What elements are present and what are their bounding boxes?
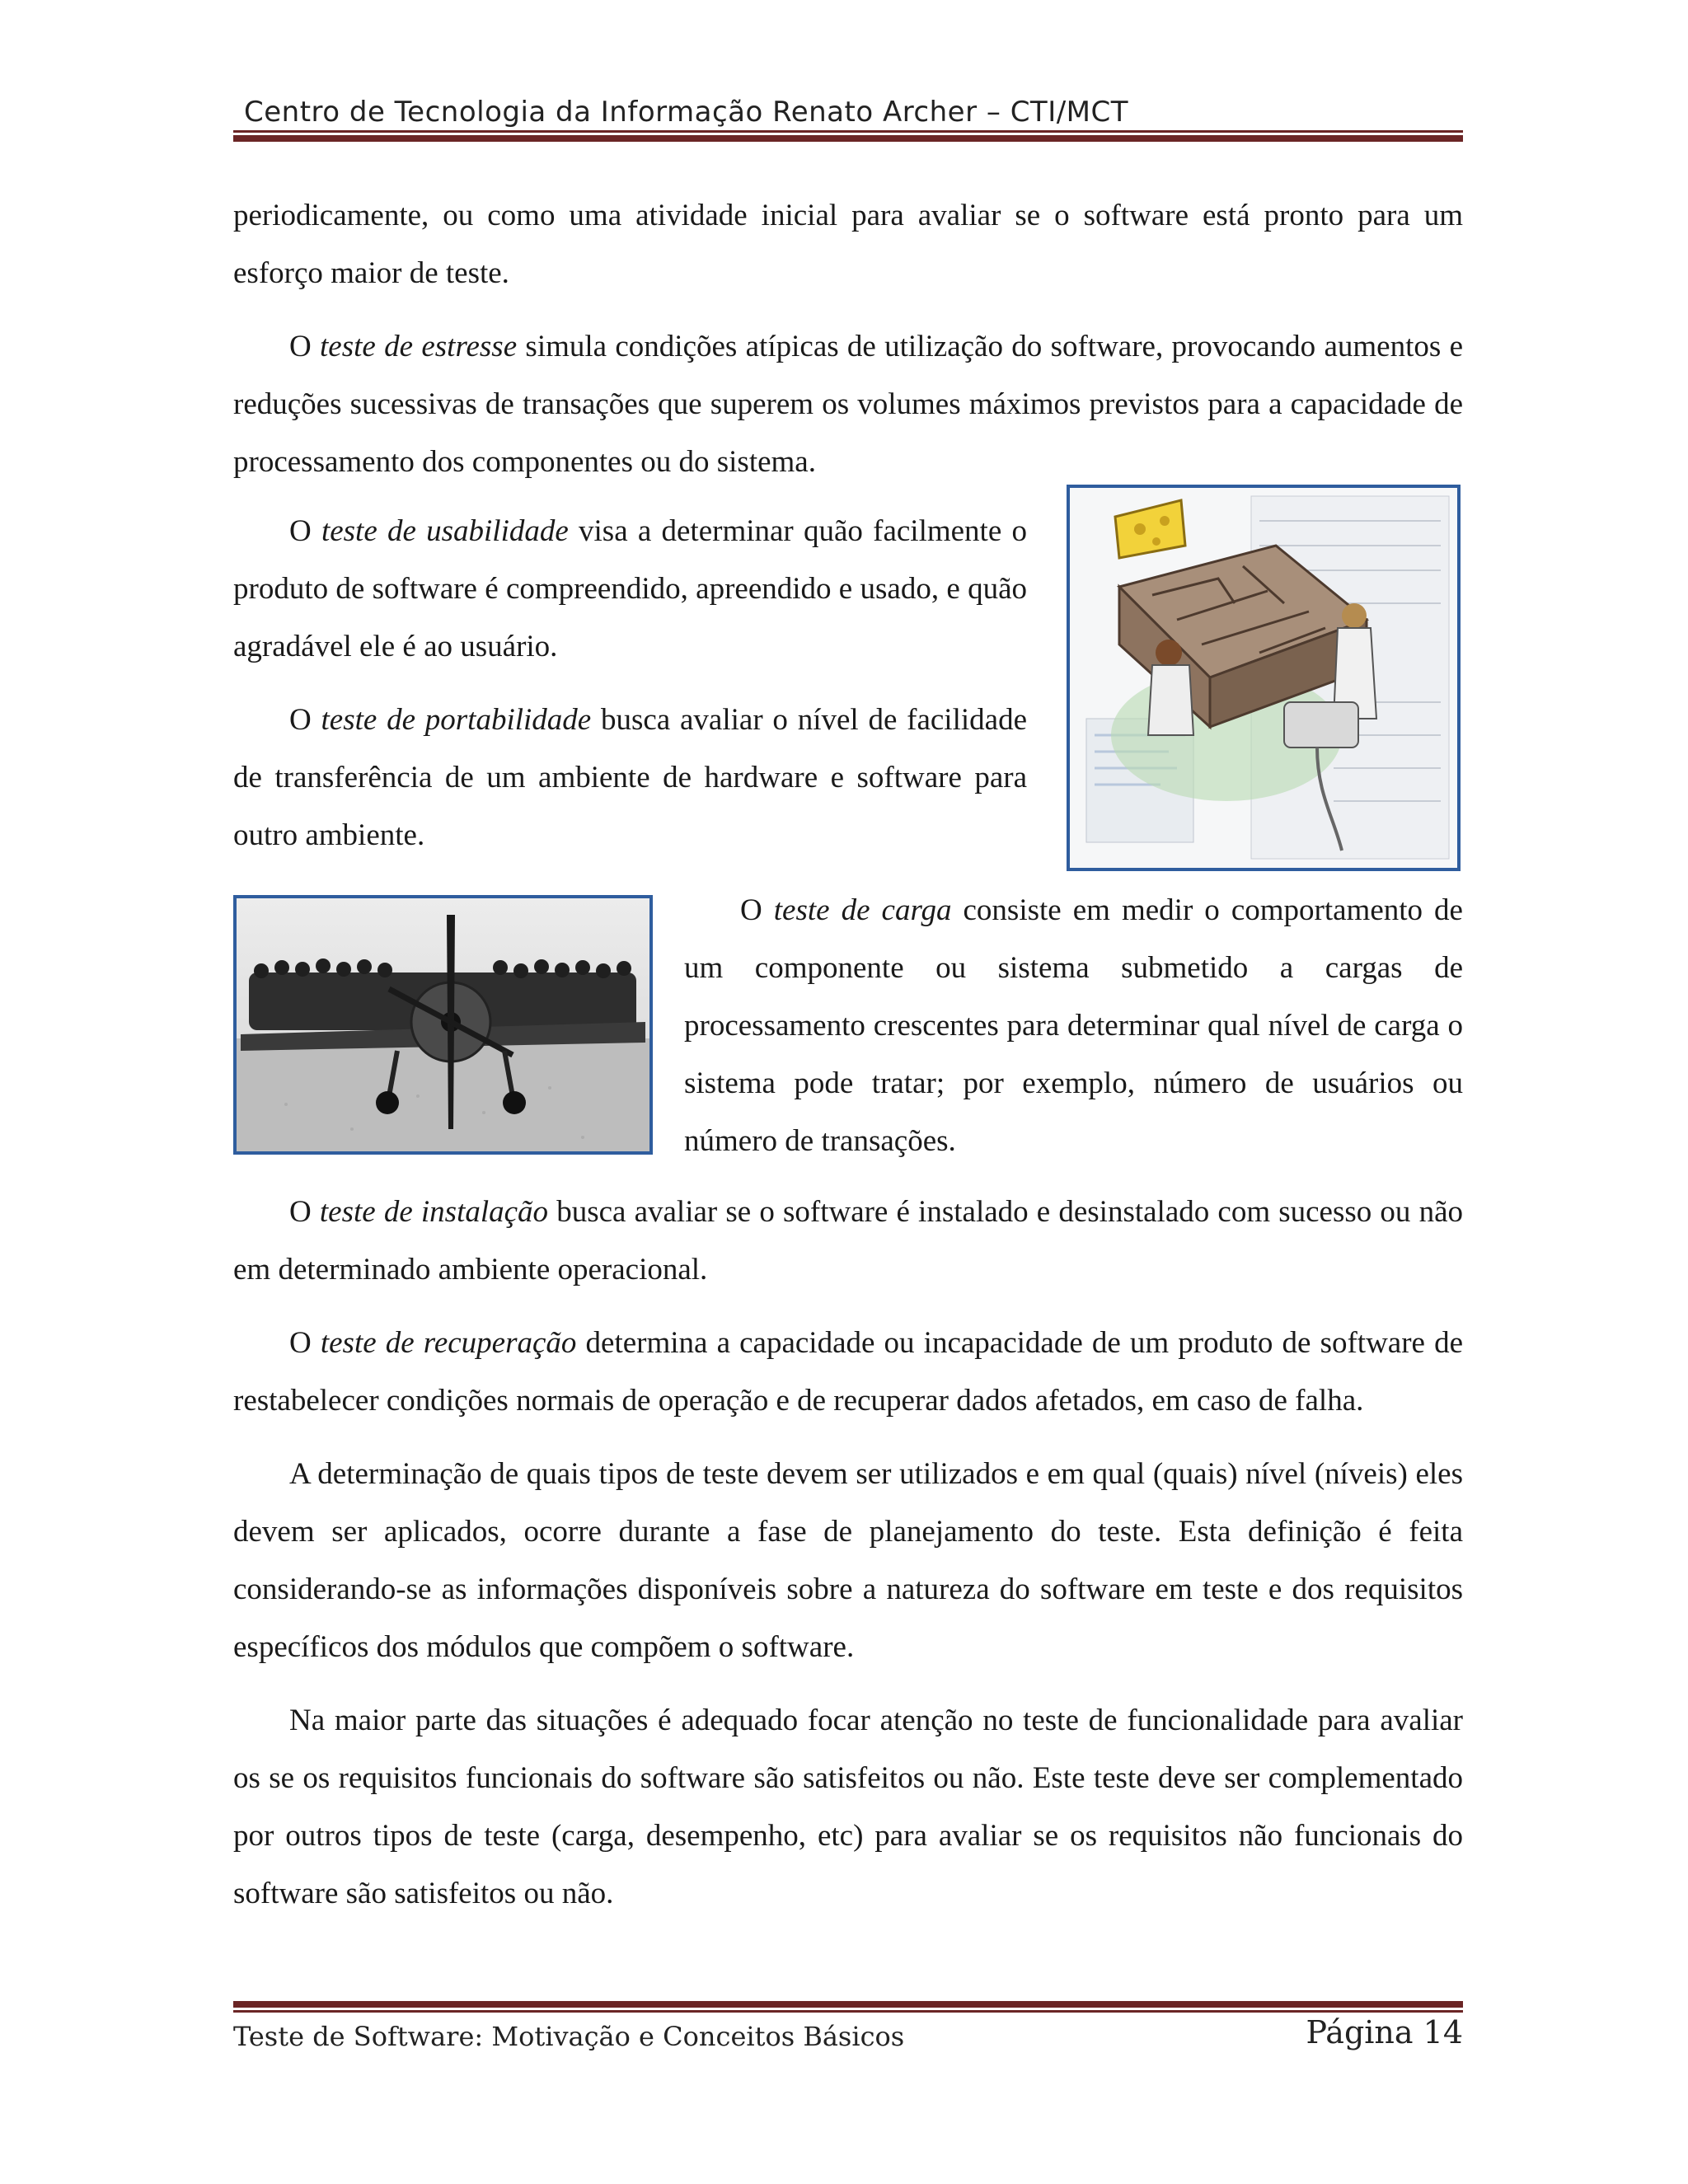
maze-illustration-icon <box>1070 488 1457 868</box>
footer-document-title: Teste de Software: Motivação e Conceitos Básicos <box>233 2021 905 2052</box>
header-title: Centro de Tecnologia da Informação Renato Archer – CTI/MCT <box>244 96 1129 129</box>
header-rule-thin <box>233 130 1463 133</box>
paragraph-functionality-test: Na maior parte das situações é adequado focar atenção no teste de funcionalidade para avaliar os se os requisitos funcionais do software são satisfeitos ou não. Este teste deve ser complementado por outros tipos de teste (carga, desempenho, etc) para avaliar se os requisitos não funcionais do software são satisfeitos ou não. <box>233 1704 1463 1910</box>
paragraph-load-test: O teste de carga consiste em medir o comportamento de um componente ou sistema submetido a cargas de processamento crescentes para determinar qual nível de carga o sistema pode tratar; por exemplo, número de usuários ou número de transações. <box>684 893 1463 1158</box>
term-portability-test: teste de portabilidade <box>321 703 592 737</box>
text-block-bottom <box>233 1183 1463 1923</box>
paragraph-recovery-test: O teste de recuperação determina a capacidade ou incapacidade de um produto de software de restabelecer condições normais de operação e de recuperar dados afetados, em caso de falha. <box>233 1326 1463 1418</box>
paragraph-usability-test: O teste de usabilidade visa a determinar quão facilmente o produto de software é compreendido, apreendido e usado, e quão agradável ele é ao usuário. <box>233 514 1027 663</box>
term-installation-test: teste de instalação <box>319 1195 549 1229</box>
paragraph-test-planning: A determinação de quais tipos de teste devem ser utilizados e em qual (quais) nível (níveis) eles devem ser aplicados, ocorre durante a fase de planejamento do teste. Esta definição é feita considerando-se as informações disponíveis sobre a natureza do software em teste e dos requisitos específicos dos módulos que compõem o software. <box>233 1457 1463 1664</box>
term-stress-test: teste de estresse <box>320 330 518 363</box>
paragraph-installation-test: O teste de instalação busca avaliar se o software é instalado e desinstalado com sucesso ou não em determinado ambiente operacional. <box>233 1195 1463 1286</box>
text-block-top <box>233 187 1463 491</box>
paragraph-stress-test: O teste de estresse simula condições atípicas de utilização do software, provocando aumentos e reduções sucessivas de transações que superem os volumes máximos previstos para a capacidade de processamento dos componentes ou do sistema. <box>233 330 1463 479</box>
footer-rule-thick <box>233 2001 1463 2008</box>
text-block-usability <box>233 503 1027 865</box>
maze-illustration-figure <box>1067 485 1461 871</box>
footer-rule-thin <box>233 2010 1463 2013</box>
header-rule-thick <box>233 135 1463 142</box>
footer-page-number: Página 14 <box>1306 2014 1463 2050</box>
term-load-test: teste de carga <box>773 893 952 927</box>
airplane-photo-icon <box>237 898 649 1151</box>
paragraph-1: periodicamente, ou como uma atividade inicial para avaliar se o software está pronto para um esforço maior de teste. <box>233 199 1463 290</box>
airplane-photo-figure <box>233 895 653 1155</box>
term-recovery-test: teste de recuperação <box>320 1326 577 1360</box>
paragraph-portability-test: O teste de portabilidade busca avaliar o nível de facilidade de transferência de um ambiente de hardware e software para outro ambiente. <box>233 703 1027 852</box>
term-usability-test: teste de usabilidade <box>321 514 569 548</box>
text-block-load <box>684 882 1463 1170</box>
